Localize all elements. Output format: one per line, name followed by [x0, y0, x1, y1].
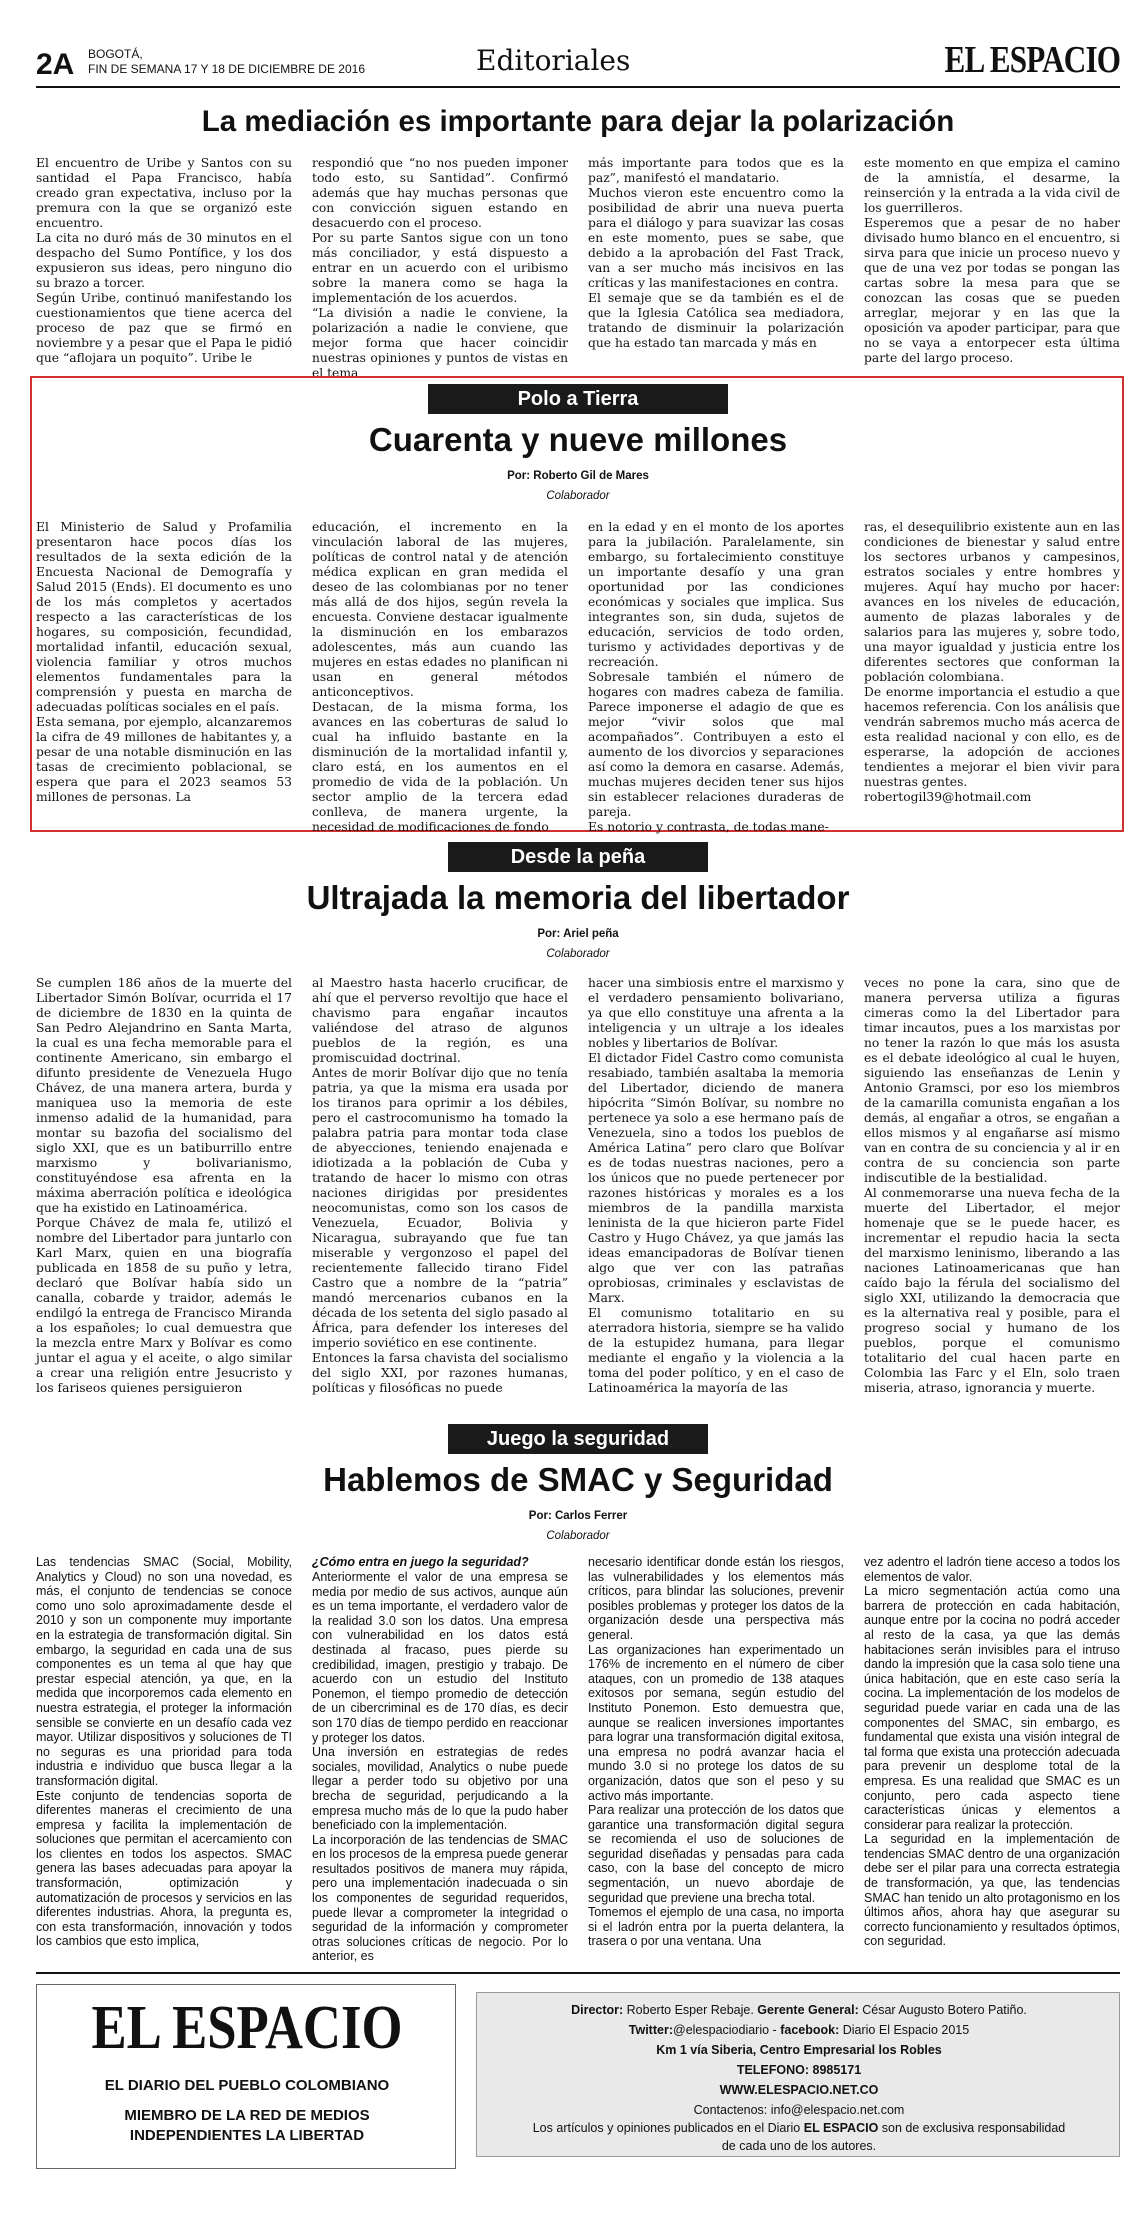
pena-byline: Por: Ariel peña — [537, 928, 619, 940]
header-rule — [36, 86, 1120, 88]
smac-section — [36, 1420, 1120, 1970]
editorial-section — [36, 100, 1120, 380]
polo-column-3: en la edad y en el monto de los aportes para la jubilación. Paralelamente, sin embargo, su fortalecimiento constituye un importante desafío y una gran oportunidad por las condiciones económicas y sociales que implica. Sus integrantes son, sin duda, sujetos de educación, servicios de todo orden, turismo y actividades deportivas y de recreación. Sobresale también el número de hogares con madres cabeza de familia. Parece imponerse el adagio de que es mejor “vivir solos que mal acompañados”. Contribuyen a esto el aumento de los divorcios y separaciones así como la demora en casarse. Además, muchas mujeres deciden tener sus hijos sin establecer relaciones duraderas de pareja. Es notorio y contrasta, de todas mane- — [588, 520, 844, 834]
editorial-column-2: respondió que “no nos pueden imponer todo esto, su Santidad”. Confirmó además que hay muchas personas que con convicción siguen estando en desacuerdo con el proceso. Por su parte Santos sigue con un tono más conciliador, y está dispuesto a entrar en un acuerdo con el uribismo sobre la manera como se haga la implementación de los acuerdos. “La división a nadie le conviene, la polarización a nadie le conviene, que mejor forma que hacer coincidir nuestras opiniones y puntos de vistas en el tema — [312, 156, 568, 380]
polo-section — [36, 380, 1120, 834]
section-title: Editoriales — [476, 44, 631, 77]
pena-column-3: hacer una simbiosis entre el marxismo y el verdadero pensamiento bolivariano, ya que ello constituye una afrenta a la inteligencia y un ultraje a los ideales nobles y libertarios de Bolívar. El dictador Fidel Castro como comunista resabiado, también asaltaba la memoria del Libertador, diciendo de manera hipócrita “Simón Bolívar, su nombre no pertenece ya solo a ese hermano país de Venezuela, sino a todos los pueblos de América Latina” pero claro que Bolívar es de todas nuestras naciones, pero a los únicos que no puede pertenecer por razones históricas y morales es a los miembros de la pandilla marxista leninista de la que hicieron parte Fidel Castro y Hugo Chávez, ya que jamás las ideas emancipadoras de Bolívar tienen algo que ver con las patrañas oprobiosas, criminales y esclavistas de Marx. El comunismo totalitario en su aterradora historia, siempre se ha valido de la estupidez humana, para llegar mediante el engaño y la violencia a la toma del poder político, y en el caso de Latinoamérica la mayoría de las — [588, 976, 844, 1395]
polo-banner: Polo a Tierra — [428, 384, 728, 414]
gerente-label: Gerente General: — [757, 2003, 859, 2017]
footer-staff-line — [477, 2001, 1121, 2019]
footer-social-line — [477, 2021, 1121, 2039]
header-city: BOGOTÁ, — [88, 47, 143, 61]
polo-column-4: ras, el desequilibrio existente aun en las condiciones de bienestar y salud entre los sectores urbanos y campesinos, estratos sociales y entre hombres y mujeres. Aquí hay mucho por hacer: avances en los niveles de educación, aumento de plazas laborales y de salarios para las mujeres y, sobre todo, una mayor igualdad y justicia entre los diferentes sectores que conforman la población colombiana. De enorme importancia el estudio a que hacemos referencia. Con los análisis que vendrán sabremos mucho más acerca de esta realidad nacional y con ello, es de esperarse, la adopción de acciones tendientes a mejorar el bien vivir para nuestras gentes. robertogil39@hotmail.com — [864, 520, 1120, 804]
gerente-name: César Augusto Botero Patiño. — [862, 2003, 1027, 2017]
director-name: Roberto Esper Rebaje. — [626, 2003, 754, 2017]
pena-role: Colaborador — [546, 948, 610, 960]
smac-headline: Hablemos de SMAC y Seguridad — [323, 1461, 833, 1498]
page-header — [36, 38, 1120, 98]
polo-byline: Por: Roberto Gil de Mares — [507, 470, 649, 482]
smac-column-2-wrap — [312, 1555, 568, 1965]
polo-headline: Cuarenta y nueve millones — [368, 421, 788, 458]
footer — [36, 1972, 1120, 2172]
footer-contact[interactable]: Contactenos: info@elespacio.net.com — [693, 2103, 905, 2117]
pena-column-2: al Maestro hasta hacerlo crucificar, de ahí que el perverso revoltijo que hace el chavismo para engañar incautos valiéndose del atraso de algunos pueblos de la región, es una promiscuidad doctrinal. Antes de morir Bolívar dijo que no tenía patria, ya que la misma era usada por los tiranos para oprimir a los débiles, pero el castrocomunismo ha tomado la palabra patria para montar toda clase de abyecciones, teniendo enajenada e idiotizada a la población de Cuba y tratando de hacer lo mismo con otras naciones dirigidas por presidentes neocomunistas, como son los casos de Venezuela, Ecuador, Bolivia y Nicaragua, subrayando que fue tan miserable y vergonzoso el papel del recientemente fallecido tirano Fidel Castro que a nombre de la “patria” mandó mercenarios cubanos en la década de los setenta del siglo pasado al África, para defender los intereses del imperio soviético en ese continente. Entonces la farsa chavista del socialismo del siglo XXI, por razones humanas, políticas y filosóficas no puede — [312, 976, 568, 1395]
footer-member-2: INDEPENDIENTES LA LIBERTAD — [129, 2127, 365, 2144]
page-number: 2A — [36, 48, 75, 81]
footer-tagline: EL DIARIO DEL PUEBLO COLOMBIANO — [104, 2077, 390, 2094]
footer-address: Km 1 vía Siberia, Centro Empresarial los Robles — [656, 2043, 942, 2057]
disclaimer-text-b: son de exclusiva responsabilidad — [881, 2121, 1066, 2135]
editorial-column-3: más importante para todos que es la paz”, manifestó el mandatario. Muchos vieron este encuentro como la posibilidad de abrir una nueva puerta para el diálogo y para suavizar las cosas en este momento, pues se sabe, que debido a la aprobación del Fast Track, van a ser mucho más incisivos en las críticas y las manifestaciones en contra. El semaje que se da también es el de que la Iglesia Católica sea mediadora, tratando de disminuir la polarización que ha estado tan marcada y más en — [588, 156, 844, 350]
footer-logo-block — [36, 1984, 456, 2169]
polo-column-1: El Ministerio de Salud y Profamilia presentaron hace pocos días los resultados de la sexta edición de la Encuesta Nacional de Demografía y Salud 2015 (Ends). El documento es uno de los más completos y acertados respecto a las características de los hogares, su composición, fecundidad, mortalidad infantil, educación sexual, violencia familiar y otros muchos elementos fundamentales para la comprensión y puesta en marcha de adecuadas políticas sociales en el país. Esta semana, por ejemplo, alcanzaremos la cifra de 49 millones de habitantes y, a pesar de una notable disminución en las tasas de crecimiento poblacional, se espera que para el 2023 seamos 53 millones de personas. La — [36, 520, 292, 804]
director-label: Director: — [571, 2003, 624, 2017]
smac-column-3: necesario identificar donde están los riesgos, las vulnerabilidades y los elementos más críticos, para blindar las soluciones, prevenir posibles problemas y proteger los datos de la organización desde una perspectiva más general. Las organizaciones han experimentado un 176% de incremento en el número de ciber ataques, con un promedio de 138 ataques exitosos por semana, según estudio del Instituto Ponemon. Esto demuestra que, aunque se realicen inversiones importantes para lograr una transformación digital exitosa, una empresa no podrá avanzar hacia el mundo 3.0 si no protege los datos de su organización, datos que son el peso y su activo más importante. Para realizar una protección de los datos que garantice una transformación digital segura se recomienda el uso de soluciones de seguridad diseñadas y pensadas para cada caso, con la base del concepto de micro segmentación, un nuevo abordaje de seguridad que previene una brecha total. Tomemos el ejemplo de una casa, no importa si el ladrón entra por la puerta delantera, la trasera o por una ventana. Una — [588, 1555, 844, 1949]
pena-column-4: veces no pone la cara, sino que de manera perversa utiliza a figuras cimeras como la del Libertador para timar incautos, pues a los marxistas por no tener la razón lo que más los asusta es el debate ideológico al cual le huyen, siguiendo las enseñanzas de Lenin y Antonio Gramsci, por eso los miembros de la camarilla comunista engañan a los demás, al engañar a otros, se engañan a ellos mismos y al engañarse así mismo van en contra de su conciencia y al ir en contra de su conciencia son parte indiscutible de la bestialidad. Al conmemorarse una nueva fecha de la muerte del Libertador, el mejor homenaje que se le puede hacer, es incrementar el repudio hacia la secta del marxismo leninismo, liberando a las naciones Latinoamericanas que han caído bajo la férula del socialismo del siglo XXI, utilizando la democracia que es la alternativa real y posible, para el progreso social y humano de los pueblos, porque el comunismo totalitario del cual hacen parte en Colombia las Farc y el Eln, solo traen miseria, atraso, ignorancia y muerte. — [864, 976, 1120, 1395]
masthead-logo: EL ESPACIO — [944, 39, 1120, 81]
pena-headline: Ultrajada la memoria del libertador — [306, 879, 850, 916]
pena-section — [36, 838, 1120, 1418]
twitter-label: Twitter: — [628, 2023, 673, 2037]
editorial-column-4: este momento en que empiza el camino de la amnistía, el desarme, la reinserción y la entrada a la vida civil de los guerrilleros. Esperemos que a pesar de no haber divisado humo blanco en el encuentro, si sirva para que inicie un proceso nuevo y que de una vez por todas se pongan las cartas sobre la mesa para que se conozcan las cosas que se pueden arreglar, mejorar y en las que la oposición va apoder participar, para que no se vaya a entorpecer esta última parte del largo proceso. — [864, 156, 1120, 365]
editorial-column-1: El encuentro de Uribe y Santos con su santidad el Papa Francisco, había creado gran expectativa, incluso por la premura con la que se organizó este encuentro. La cita no duró más de 30 minutos en el despacho del Sumo Pontífice, y los dos expusieron sus ideas, pero ninguno dio su brazo a torcer. Según Uribe, continuó manifestando los cuestionamientos que tiene acerca del proceso de paz que se firmó en noviembre y a pesar que el Papa le pidió que “aflojara un poquito”. Uribe le — [36, 156, 292, 365]
footer-disclaimer-2: de cada uno de los autores. — [721, 2139, 877, 2153]
facebook-label: facebook: — [780, 2023, 840, 2037]
twitter-handle: @elespaciodiario - — [673, 2023, 777, 2037]
polo-role: Colaborador — [546, 490, 610, 502]
disclaimer-brand: EL ESPACIO — [803, 2121, 879, 2135]
polo-column-2: educación, el incremento en la vinculación laboral de las mujeres, políticas de control natal y de atención médica explican en gran medida el deseo de las colombianas por no tener más allá de dos hijos, según revela la encuesta. Conviene destacar igualmente la disminución en los embarazos adolescentes, más aun cuando las mujeres en estas edades no planifican ni usan en general métodos anticonceptivos. Destacan, de la misma forma, los avances en las coberturas de salud lo cual ha influido bastante en la disminución de la mortalidad infantil y, claro está, en los aumentos en el promedio de vida de la población. Un sector amplio de la tercera edad conlleva, de manera urgente, la necesidad de modificaciones de fondo — [312, 520, 568, 834]
footer-phone: TELEFONO: 8985171 — [736, 2063, 862, 2077]
editorial-headline: La mediación es importante para dejar la polarización — [201, 105, 955, 138]
smac-column-4: vez adentro el ladrón tiene acceso a todos los elementos de valor. La micro segmentación actúa como una barrera de protección en cada habitación, aunque entre por la cocina no podrá acceder al resto de la casa, ya que las demás habitaciones serán invisibles para el intruso dando la impresión que la casa solo tiene una única habitación, que en este caso sería la cocina. La implementación de los modelos de seguridad puede variar en cada una de las componentes del SMAC, sin embargo, es fundamental que exista una visión integral de tal forma que exista una protección adecuada para prevenir un desplome total de la empresa. Es una realidad que SMAC es un conjunto, pero cada aspecto tiene características únicas y elementos a considerar para realizar la protección. La seguridad en la implementación de tendencias SMAC dentro de una organización debe ser el pilar para una correcta estrategia de transformación, ya que, las tendencias SMAC han tenido un alto protagonismo en los últimos años, ahora hay que asegurar su correcto funcionamiento y resultados óptimos, con seguridad. — [864, 1555, 1120, 1949]
smac-banner: Juego la seguridad — [448, 1424, 708, 1454]
header-date: FIN DE SEMANA 17 Y 18 DE DICIEMBRE DE 2016 — [88, 62, 365, 76]
footer-logo: EL ESPACIO — [91, 1994, 403, 2062]
footer-disclaimer — [477, 2119, 1121, 2137]
pena-column-1: Se cumplen 186 años de la muerte del Libertador Simón Bolívar, ocurrida el 17 de diciembre de 1830 en la quinta de San Pedro Alejandrino en Santa Marta, la cual es una fecha memorable para el continente Americano, sin embargo el difunto presidente de Venezuela Hugo Chávez, de una manera artera, burda y maniquea uso la memoria de este inmenso adalid de la humanidad, para montar su bazofia del socialismo del siglo XXI, que es un batiburrillo entre marxismo y bolivarianismo, constituyéndose esa afrenta en la máxima aberración política e ideológica que ha existido en Latinoamérica. Porque Chávez de mala fe, utilizó el nombre del Libertador para juntarlo con Karl Marx, quien en una biografía publicada en 1858 de su puño y letra, declaró que Bolívar había sido un canalla, cobarde y traidor, además le endilgó la entrega de Francisco Miranda a los españoles; lo cual demuestra que la mezcla entre Marx y Bolívar es como juntar el agua y el aceite, o algo similar a crear una religión entre Jesucristo y los fariseos quienes persiguieron — [36, 976, 292, 1395]
smac-column-2: Anteriormente el valor de una empresa se media por medio de sus activos, aunque aún es un tema importante, el verdadero valor de la realidad 3.0 son los datos. Una empresa con vulnerabilidad en los datos está destinada al fracaso, pues pierde su credibilidad, imagen, prestigio y trabajo. De acuerdo con un estudio del Instituto Ponemon, el tiempo promedio de detección de un cibercriminal es de 170 días, es decir son 170 días de tiempo perdido en reaccionar y proteger los datos. Una inversión en estrategias de redes sociales, movilidad, Analytics o nube puede llegar a perder todo su objetivo por una brecha de seguridad, perjudicando a la empresa mucho más de lo que la pudo haber beneficiado con la implementación. La incorporación de las tendencias de SMAC en los procesos de la empresa puede generar resultados positivos de manera muy rápida, pero una implementación inadecuada o sin los componentes de seguridad requeridos, puede llevar a comprometer la integridad o seguridad de la información y comprometer otras soluciones críticas de negocio. Por lo anterior, es — [312, 1570, 568, 1964]
footer-info-box — [476, 1992, 1120, 2157]
disclaimer-text-a: Los artículos y opiniones publicados en el Diario — [532, 2121, 801, 2135]
pena-banner: Desde la peña — [448, 842, 708, 872]
smac-byline: Por: Carlos Ferrer — [528, 1510, 628, 1522]
smac-role: Colaborador — [546, 1530, 610, 1542]
smac-subhead: ¿Cómo entra en juego la seguridad? — [312, 1555, 529, 1569]
footer-website[interactable]: WWW.ELESPACIO.NET.CO — [719, 2083, 879, 2097]
footer-member-1: MIEMBRO DE LA RED DE MEDIOS — [124, 2107, 370, 2124]
facebook-handle: Diario El Espacio 2015 — [842, 2023, 970, 2037]
smac-column-1: Las tendencias SMAC (Social, Mobility, Analytics y Cloud) no son una novedad, es más, el conjunto de tendencias se conoce como uno solo aproximadamente desde el 2010 y son un componente muy importante en la estrategia de transformación digital. Sin embargo, la seguridad en cada una de sus componentes es un tema al que hay que prestar especial atención, ya que, en la medida que incorporemos cada elemento en nuestra estrategia, el proteger la información sensible se convierte en un desafío cada vez mayor. Utilizar dispositivos y soluciones de TI no seguras es una prioridad para toda industria e individuo que busca llegar a la transformación digital. Este conjunto de tendencias soporta de diferentes maneras el crecimiento de una empresa y facilita la implementación de soluciones que permitan el acercamiento con los clientes en todos los aspectos. SMAC genera las bases adecuadas para apoyar la transformación, optimización y automatización de procesos y servicios en las diferentes industrias. Ahora, la pregunta es, con esta transformación, innovación y todos los cambios que esto implica, — [36, 1555, 292, 1949]
